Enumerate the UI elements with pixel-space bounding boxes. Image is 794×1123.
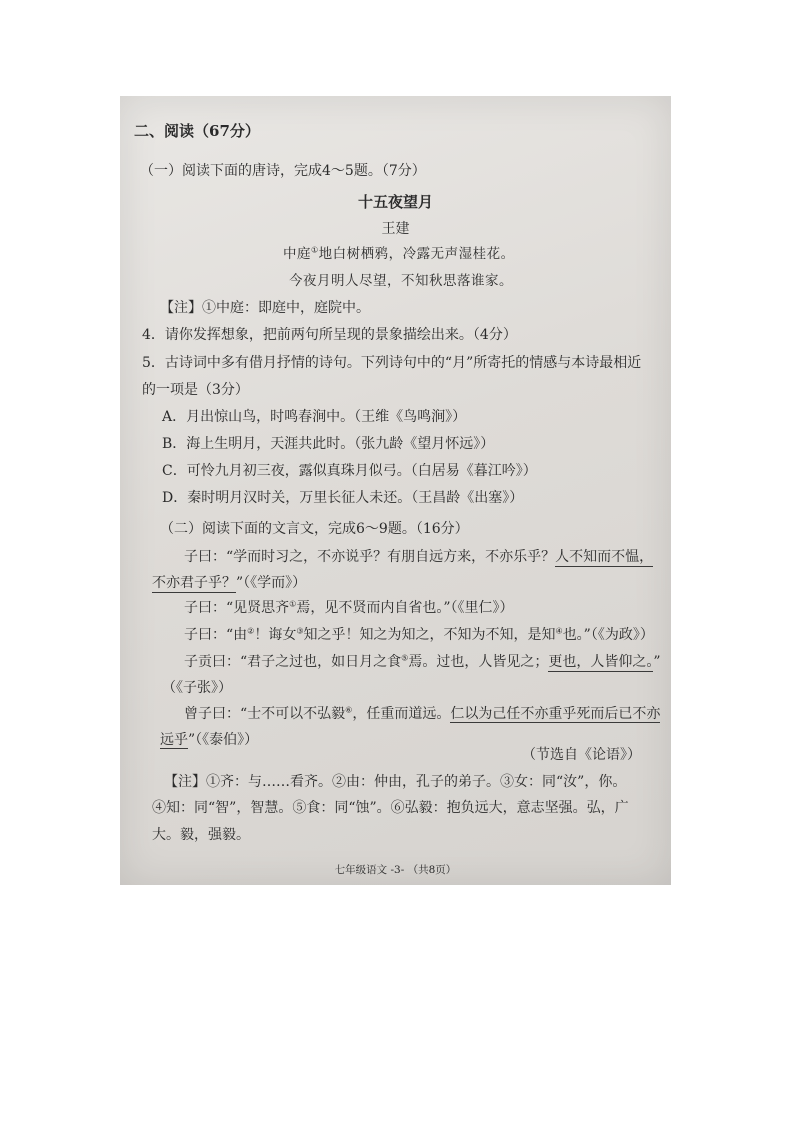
- poem-note: 【注】①中庭：即庭中，庭院中。: [160, 300, 370, 316]
- passage-1-line-1: [184, 548, 653, 566]
- question-4: 4．请你发挥想象，把前两句所呈现的景象描绘出来。（4分）: [142, 327, 517, 343]
- section-heading: 二、阅读（67分）: [134, 122, 260, 140]
- footnote-marker: ②: [247, 626, 255, 636]
- passage-2-end: 焉，见不贤而内自省也。”（《里仁》）: [296, 600, 514, 616]
- option-d: D．秦时明月汉时关，万里长征人未还。（王昌龄《出塞》）: [162, 490, 524, 506]
- underlined-sentence: 更也，人皆仰之。: [548, 654, 654, 670]
- annotation-line-1: 【注】①齐：与……看齐。②由：仲由，孔子的弟子。③女：同“汝”，你。: [164, 774, 627, 790]
- footnote-marker: ③: [296, 626, 304, 636]
- part1-intro: （一）阅读下面的唐诗，完成4～5题。（7分）: [140, 163, 426, 179]
- passage-1-text: 子曰：“学而时习之，不亦说乎？有朋自远方来，不亦乐乎？: [184, 549, 556, 565]
- footnote-marker: ⑥: [345, 705, 353, 715]
- passage-5-source: ”（《泰伯》）: [188, 732, 259, 748]
- passage-4-part-b: 焉。过也，人皆见之；: [408, 654, 549, 670]
- poem-line-1: [283, 245, 515, 263]
- page-footer: 七年级语文 -3- （共8页）: [334, 864, 457, 876]
- poem-line-2: 今夜月明人尽望，不知秋思落谁家。: [289, 273, 513, 289]
- question-5-line-1: 5．古诗词中多有借月抒情的诗句。下列诗句中的“月”所寄托的情感与本诗最相近: [142, 355, 642, 371]
- exam-page-photo: [120, 96, 671, 885]
- passage-4-source: （《子张》）: [162, 680, 232, 696]
- passage-5-part-a: 曾子曰：“士不可以不弘毅: [184, 706, 346, 722]
- passage-4-line-1: [184, 653, 661, 671]
- passage-2-start: 子曰：“见贤思齐: [184, 600, 290, 616]
- annotation-line-3: 大。毅，强毅。: [152, 827, 250, 843]
- footnote-marker: ①: [311, 245, 319, 255]
- passage-3-part-b: ！诲女: [254, 627, 297, 643]
- option-c: C．可怜九月初三夜，露似真珠月似弓。（白居易《暮江吟》）: [162, 463, 537, 479]
- underlined-sentence: 仁以为己任不亦重乎死而后已不亦: [450, 706, 661, 722]
- poem-title: 十五夜望月: [357, 193, 433, 211]
- passage-4-part-a: 子贡曰：“君子之过也，如日月之食: [184, 654, 402, 670]
- poem-author: 王建: [381, 221, 410, 237]
- underlined-sentence-end: 远乎: [160, 732, 188, 748]
- option-a: A．月出惊山鸟，时鸣春涧中。（王维《鸟鸣涧》）: [162, 409, 467, 425]
- footnote-marker: ①: [289, 599, 297, 609]
- passage-3-part-d: 也。”（《为政》）: [562, 627, 654, 643]
- passage-5-line-1: [184, 705, 660, 723]
- option-b: B．海上生明月，天涯共此时。（张九龄《望月怀远》）: [162, 436, 495, 452]
- passage-3-part-a: 子曰：“由: [184, 627, 248, 643]
- excerpt-source: （节选自《论语》）: [522, 747, 641, 763]
- underlined-sentence-end: 不亦君子乎？: [152, 575, 236, 591]
- passage-2: [184, 599, 514, 617]
- annotation-line-2: ④知：同“智”，智慧。⑤食：同“蚀”。⑥弘毅：抱负远大，意志坚强。弘，广: [152, 800, 629, 816]
- closing-quote: ”: [653, 654, 661, 670]
- passage-5-part-b: ，任重而道远。: [352, 706, 451, 722]
- footnote-marker: ④: [555, 626, 563, 636]
- question-5-line-2: 的一项是（3分）: [142, 382, 249, 398]
- passage-3: [184, 626, 654, 644]
- poem-line-1-start: 中庭: [283, 246, 311, 262]
- underlined-sentence: 人不知而不愠，: [555, 549, 654, 565]
- passage-1-line-2: [152, 574, 306, 592]
- poem-line-1-end: 地白树栖鸦，冷露无声湿桂花。: [318, 246, 515, 262]
- footnote-marker: ⑤: [401, 653, 409, 663]
- passage-3-part-c: 知之乎！知之为知之，不知为不知，是知: [303, 627, 556, 643]
- passage-1-source: ”（《学而》）: [236, 575, 307, 591]
- passage-5-line-2: [160, 731, 258, 749]
- part2-intro: （二）阅读下面的文言文，完成6～9题。（16分）: [160, 521, 469, 537]
